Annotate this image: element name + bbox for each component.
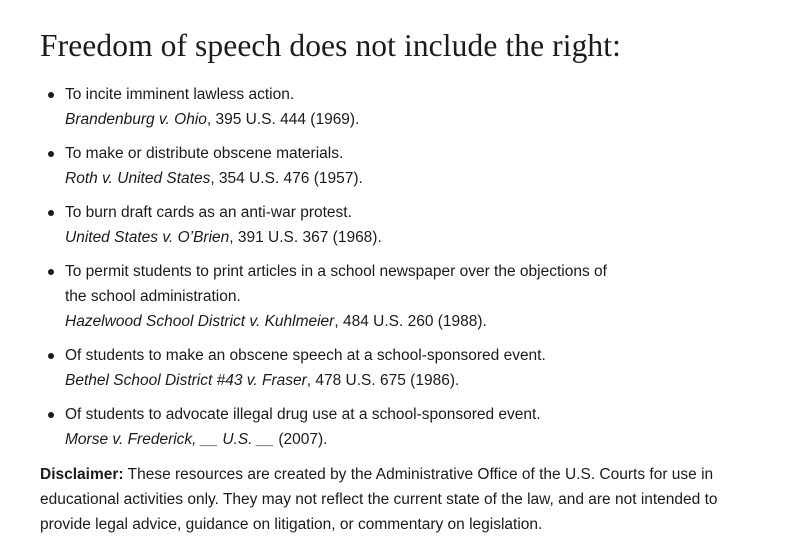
citation-text: , 478 U.S. 675 (1986). xyxy=(306,372,460,389)
rule-text: To incite imminent lawless action. xyxy=(65,86,295,103)
case-citation xyxy=(65,309,760,334)
citation-text: (2007). xyxy=(274,431,328,448)
list-item xyxy=(40,141,760,191)
page-title: Freedom of speech does not include the right: xyxy=(40,28,621,63)
disclaimer-text: These resources are created by the Administrative Office of the U.S. Courts for use in educational activities only. They may not reflect the current state of the law, and are not intended to provide legal advice, guidance on litigation, or commentary on legislation. xyxy=(40,466,718,533)
citation-text: , 484 U.S. 260 (1988). xyxy=(334,313,487,330)
citation-text: , 391 U.S. 367 (1968). xyxy=(229,229,382,246)
case-citation xyxy=(65,166,760,191)
citation-text: , 354 U.S. 476 (1957). xyxy=(210,170,363,187)
case-name: Brandenburg v. Ohio xyxy=(65,111,207,128)
disclaimer xyxy=(40,462,745,537)
bullet-icon xyxy=(48,151,54,157)
list-item xyxy=(40,402,760,452)
citation-text: , 395 U.S. 444 (1969). xyxy=(206,111,360,128)
list-item xyxy=(40,200,760,250)
bullet-icon xyxy=(48,210,54,216)
case-name: Bethel School District #43 v. Fraser xyxy=(65,372,307,389)
case-list xyxy=(40,82,760,452)
list-item xyxy=(40,259,760,334)
case-name: United States v. O’Brien xyxy=(65,229,230,246)
list-item xyxy=(40,82,760,132)
case-citation xyxy=(65,427,760,452)
case-citation xyxy=(65,225,760,250)
case-name: Hazelwood School District v. Kuhlmeier xyxy=(65,313,335,330)
bullet-icon xyxy=(48,92,54,98)
bullet-icon xyxy=(48,412,54,418)
content-area xyxy=(40,24,760,553)
case-name: Roth v. United States xyxy=(65,170,211,187)
bullet-icon xyxy=(48,269,54,275)
rule-text: To burn draft cards as an anti-war protest. xyxy=(65,204,352,221)
rule-text: To permit students to print articles in a school newspaper over the objections of the school administration. xyxy=(65,263,607,305)
case-citation xyxy=(65,368,760,393)
case-citation xyxy=(65,107,760,132)
rule-text: To make or distribute obscene materials. xyxy=(65,145,344,162)
rule-text: Of students to advocate illegal drug use at a school-sponsored event. xyxy=(65,406,541,423)
disclaimer-label: Disclaimer: xyxy=(40,466,124,483)
list-item xyxy=(40,343,760,393)
case-name: Morse v. Frederick, __ U.S. __ xyxy=(65,431,275,448)
bullet-icon xyxy=(48,353,54,359)
rule-text: Of students to make an obscene speech at a school-sponsored event. xyxy=(65,347,546,364)
